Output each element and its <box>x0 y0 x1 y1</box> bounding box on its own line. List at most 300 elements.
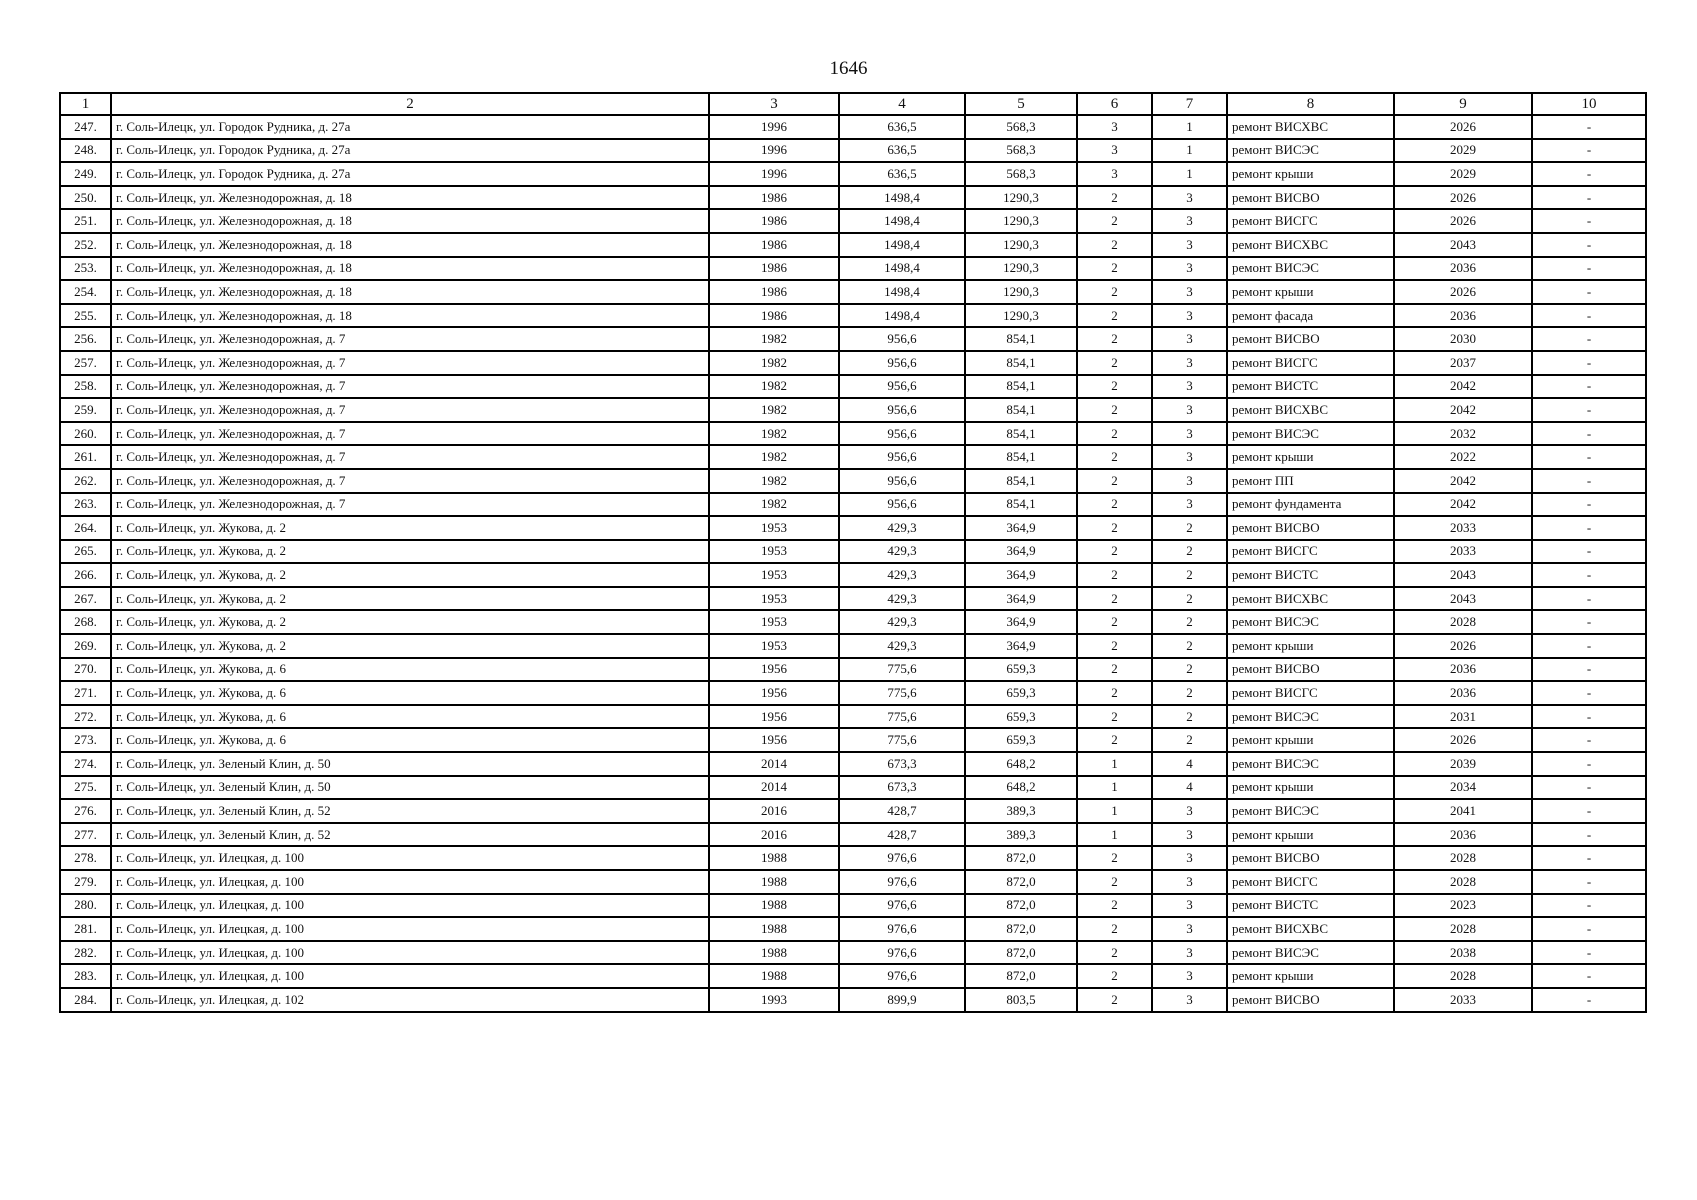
planned-year-cell: 2042 <box>1394 375 1532 399</box>
total-area-cell: 976,6 <box>839 894 965 918</box>
living-area-cell: 568,3 <box>965 162 1077 186</box>
table-row <box>60 658 1646 682</box>
total-area-cell: 956,6 <box>839 493 965 517</box>
col6-cell: 1 <box>1077 776 1152 800</box>
work-type-cell: ремонт фундамента <box>1227 493 1394 517</box>
column-header: 3 <box>709 93 839 115</box>
col7-cell: 2 <box>1152 728 1227 752</box>
row-number-cell: 275. <box>60 776 111 800</box>
col7-cell: 3 <box>1152 846 1227 870</box>
planned-year-cell: 2043 <box>1394 587 1532 611</box>
year-cell: 2014 <box>709 752 839 776</box>
col6-cell: 2 <box>1077 398 1152 422</box>
year-cell: 2016 <box>709 799 839 823</box>
col6-cell: 2 <box>1077 610 1152 634</box>
year-cell: 1982 <box>709 375 839 399</box>
planned-year-cell: 2036 <box>1394 658 1532 682</box>
col6-cell: 2 <box>1077 375 1152 399</box>
table-row <box>60 233 1646 257</box>
col7-cell: 3 <box>1152 988 1227 1012</box>
col7-cell: 3 <box>1152 917 1227 941</box>
row-number-cell: 277. <box>60 823 111 847</box>
col10-cell: - <box>1532 375 1646 399</box>
total-area-cell: 1498,4 <box>839 304 965 328</box>
total-area-cell: 775,6 <box>839 728 965 752</box>
col10-cell: - <box>1532 917 1646 941</box>
column-header: 5 <box>965 93 1077 115</box>
col6-cell: 2 <box>1077 493 1152 517</box>
year-cell: 2016 <box>709 823 839 847</box>
col6-cell: 2 <box>1077 705 1152 729</box>
year-cell: 1953 <box>709 634 839 658</box>
living-area-cell: 648,2 <box>965 752 1077 776</box>
col7-cell: 3 <box>1152 257 1227 281</box>
col7-cell: 3 <box>1152 209 1227 233</box>
address-cell: г. Соль-Илецк, ул. Илецкая, д. 100 <box>111 870 709 894</box>
col10-cell: - <box>1532 327 1646 351</box>
col10-cell: - <box>1532 422 1646 446</box>
work-type-cell: ремонт фасада <box>1227 304 1394 328</box>
table-row <box>60 941 1646 965</box>
planned-year-cell: 2038 <box>1394 941 1532 965</box>
col6-cell: 2 <box>1077 587 1152 611</box>
address-cell: г. Соль-Илецк, ул. Жукова, д. 6 <box>111 705 709 729</box>
row-number-cell: 271. <box>60 681 111 705</box>
total-area-cell: 956,6 <box>839 469 965 493</box>
row-number-cell: 248. <box>60 139 111 163</box>
row-number-cell: 281. <box>60 917 111 941</box>
address-cell: г. Соль-Илецк, ул. Илецкая, д. 100 <box>111 894 709 918</box>
work-type-cell: ремонт ВИСЭС <box>1227 257 1394 281</box>
row-number-cell: 262. <box>60 469 111 493</box>
col10-cell: - <box>1532 257 1646 281</box>
living-area-cell: 854,1 <box>965 493 1077 517</box>
total-area-cell: 775,6 <box>839 705 965 729</box>
living-area-cell: 854,1 <box>965 422 1077 446</box>
table-row <box>60 705 1646 729</box>
table-row <box>60 445 1646 469</box>
col10-cell: - <box>1532 776 1646 800</box>
total-area-cell: 956,6 <box>839 375 965 399</box>
col6-cell: 2 <box>1077 422 1152 446</box>
col10-cell: - <box>1532 610 1646 634</box>
table-row <box>60 186 1646 210</box>
year-cell: 1986 <box>709 233 839 257</box>
total-area-cell: 956,6 <box>839 327 965 351</box>
row-number-cell: 254. <box>60 280 111 304</box>
year-cell: 1953 <box>709 610 839 634</box>
row-number-cell: 282. <box>60 941 111 965</box>
total-area-cell: 976,6 <box>839 917 965 941</box>
living-area-cell: 1290,3 <box>965 280 1077 304</box>
col10-cell: - <box>1532 162 1646 186</box>
col6-cell: 2 <box>1077 233 1152 257</box>
work-type-cell: ремонт ВИСТС <box>1227 563 1394 587</box>
col6-cell: 3 <box>1077 115 1152 139</box>
row-number-cell: 273. <box>60 728 111 752</box>
planned-year-cell: 2036 <box>1394 257 1532 281</box>
col7-cell: 1 <box>1152 115 1227 139</box>
work-type-cell: ремонт крыши <box>1227 776 1394 800</box>
col6-cell: 2 <box>1077 728 1152 752</box>
col10-cell: - <box>1532 941 1646 965</box>
col6-cell: 2 <box>1077 304 1152 328</box>
work-type-cell: ремонт ВИСГС <box>1227 870 1394 894</box>
work-type-cell: ремонт крыши <box>1227 823 1394 847</box>
col6-cell: 2 <box>1077 280 1152 304</box>
col10-cell: - <box>1532 728 1646 752</box>
row-number-cell: 253. <box>60 257 111 281</box>
col10-cell: - <box>1532 964 1646 988</box>
table-body <box>60 115 1646 1012</box>
col10-cell: - <box>1532 870 1646 894</box>
living-area-cell: 1290,3 <box>965 257 1077 281</box>
planned-year-cell: 2026 <box>1394 280 1532 304</box>
living-area-cell: 803,5 <box>965 988 1077 1012</box>
table-row <box>60 375 1646 399</box>
table-row <box>60 398 1646 422</box>
col7-cell: 3 <box>1152 964 1227 988</box>
table-row <box>60 351 1646 375</box>
col10-cell: - <box>1532 587 1646 611</box>
total-area-cell: 899,9 <box>839 988 965 1012</box>
row-number-cell: 280. <box>60 894 111 918</box>
year-cell: 1996 <box>709 115 839 139</box>
planned-year-cell: 2043 <box>1394 563 1532 587</box>
planned-year-cell: 2022 <box>1394 445 1532 469</box>
work-type-cell: ремонт крыши <box>1227 728 1394 752</box>
living-area-cell: 568,3 <box>965 139 1077 163</box>
col10-cell: - <box>1532 681 1646 705</box>
col6-cell: 2 <box>1077 964 1152 988</box>
total-area-cell: 429,3 <box>839 610 965 634</box>
year-cell: 1988 <box>709 941 839 965</box>
col7-cell: 3 <box>1152 351 1227 375</box>
row-number-cell: 267. <box>60 587 111 611</box>
col6-cell: 2 <box>1077 540 1152 564</box>
row-number-cell: 269. <box>60 634 111 658</box>
work-type-cell: ремонт ВИСХВС <box>1227 587 1394 611</box>
work-type-cell: ремонт крыши <box>1227 634 1394 658</box>
living-area-cell: 1290,3 <box>965 209 1077 233</box>
col10-cell: - <box>1532 894 1646 918</box>
address-cell: г. Соль-Илецк, ул. Железнодорожная, д. 7 <box>111 375 709 399</box>
col10-cell: - <box>1532 540 1646 564</box>
col6-cell: 2 <box>1077 563 1152 587</box>
planned-year-cell: 2029 <box>1394 139 1532 163</box>
total-area-cell: 976,6 <box>839 964 965 988</box>
planned-year-cell: 2036 <box>1394 681 1532 705</box>
col7-cell: 4 <box>1152 776 1227 800</box>
col7-cell: 2 <box>1152 587 1227 611</box>
table-row <box>60 516 1646 540</box>
living-area-cell: 389,3 <box>965 799 1077 823</box>
living-area-cell: 872,0 <box>965 846 1077 870</box>
living-area-cell: 364,9 <box>965 634 1077 658</box>
year-cell: 1982 <box>709 445 839 469</box>
year-cell: 1986 <box>709 186 839 210</box>
header-row <box>60 93 1646 115</box>
column-header: 1 <box>60 93 111 115</box>
col6-cell: 2 <box>1077 186 1152 210</box>
work-type-cell: ремонт ВИСЭС <box>1227 139 1394 163</box>
living-area-cell: 872,0 <box>965 870 1077 894</box>
col6-cell: 2 <box>1077 988 1152 1012</box>
table-row <box>60 563 1646 587</box>
living-area-cell: 872,0 <box>965 894 1077 918</box>
planned-year-cell: 2037 <box>1394 351 1532 375</box>
table-row <box>60 587 1646 611</box>
planned-year-cell: 2043 <box>1394 233 1532 257</box>
planned-year-cell: 2032 <box>1394 422 1532 446</box>
planned-year-cell: 2026 <box>1394 728 1532 752</box>
row-number-cell: 284. <box>60 988 111 1012</box>
planned-year-cell: 2028 <box>1394 964 1532 988</box>
year-cell: 1953 <box>709 563 839 587</box>
column-header: 7 <box>1152 93 1227 115</box>
planned-year-cell: 2031 <box>1394 705 1532 729</box>
work-type-cell: ремонт ВИСГС <box>1227 681 1394 705</box>
col7-cell: 3 <box>1152 799 1227 823</box>
address-cell: г. Соль-Илецк, ул. Жукова, д. 2 <box>111 516 709 540</box>
column-header: 4 <box>839 93 965 115</box>
col10-cell: - <box>1532 846 1646 870</box>
col10-cell: - <box>1532 115 1646 139</box>
page-number: 1646 <box>829 58 868 79</box>
col7-cell: 3 <box>1152 375 1227 399</box>
total-area-cell: 775,6 <box>839 658 965 682</box>
col10-cell: - <box>1532 469 1646 493</box>
year-cell: 1956 <box>709 658 839 682</box>
work-type-cell: ремонт ВИСГС <box>1227 351 1394 375</box>
table-row <box>60 209 1646 233</box>
year-cell: 1988 <box>709 894 839 918</box>
col7-cell: 3 <box>1152 823 1227 847</box>
address-cell: г. Соль-Илецк, ул. Жукова, д. 2 <box>111 540 709 564</box>
col6-cell: 2 <box>1077 469 1152 493</box>
year-cell: 1953 <box>709 516 839 540</box>
address-cell: г. Соль-Илецк, ул. Жукова, д. 6 <box>111 728 709 752</box>
work-type-cell: ремонт ВИСТС <box>1227 375 1394 399</box>
planned-year-cell: 2036 <box>1394 823 1532 847</box>
work-type-cell: ремонт ВИСЭС <box>1227 610 1394 634</box>
col6-cell: 2 <box>1077 351 1152 375</box>
col10-cell: - <box>1532 823 1646 847</box>
total-area-cell: 428,7 <box>839 823 965 847</box>
address-cell: г. Соль-Илецк, ул. Железнодорожная, д. 7 <box>111 422 709 446</box>
row-number-cell: 276. <box>60 799 111 823</box>
table-row <box>60 610 1646 634</box>
total-area-cell: 1498,4 <box>839 186 965 210</box>
col7-cell: 3 <box>1152 280 1227 304</box>
total-area-cell: 1498,4 <box>839 209 965 233</box>
address-cell: г. Соль-Илецк, ул. Железнодорожная, д. 7 <box>111 398 709 422</box>
col7-cell: 2 <box>1152 516 1227 540</box>
col10-cell: - <box>1532 186 1646 210</box>
table-row <box>60 280 1646 304</box>
work-type-cell: ремонт крыши <box>1227 964 1394 988</box>
col7-cell: 3 <box>1152 327 1227 351</box>
row-number-cell: 256. <box>60 327 111 351</box>
col6-cell: 2 <box>1077 681 1152 705</box>
table-row <box>60 422 1646 446</box>
table-row <box>60 681 1646 705</box>
address-cell: г. Соль-Илецк, ул. Железнодорожная, д. 7 <box>111 469 709 493</box>
row-number-cell: 257. <box>60 351 111 375</box>
address-cell: г. Соль-Илецк, ул. Железнодорожная, д. 7 <box>111 351 709 375</box>
planned-year-cell: 2028 <box>1394 870 1532 894</box>
year-cell: 1982 <box>709 351 839 375</box>
column-header: 6 <box>1077 93 1152 115</box>
row-number-cell: 249. <box>60 162 111 186</box>
work-type-cell: ремонт ВИСВО <box>1227 988 1394 1012</box>
planned-year-cell: 2036 <box>1394 304 1532 328</box>
row-number-cell: 283. <box>60 964 111 988</box>
col10-cell: - <box>1532 351 1646 375</box>
total-area-cell: 1498,4 <box>839 233 965 257</box>
col6-cell: 1 <box>1077 799 1152 823</box>
planned-year-cell: 2030 <box>1394 327 1532 351</box>
col7-cell: 3 <box>1152 469 1227 493</box>
col10-cell: - <box>1532 209 1646 233</box>
col7-cell: 2 <box>1152 634 1227 658</box>
living-area-cell: 854,1 <box>965 398 1077 422</box>
row-number-cell: 265. <box>60 540 111 564</box>
column-header: 2 <box>111 93 709 115</box>
table-row <box>60 799 1646 823</box>
total-area-cell: 429,3 <box>839 516 965 540</box>
col10-cell: - <box>1532 705 1646 729</box>
year-cell: 2014 <box>709 776 839 800</box>
col6-cell: 2 <box>1077 870 1152 894</box>
col7-cell: 1 <box>1152 162 1227 186</box>
living-area-cell: 364,9 <box>965 610 1077 634</box>
table-row <box>60 540 1646 564</box>
col10-cell: - <box>1532 304 1646 328</box>
year-cell: 1982 <box>709 422 839 446</box>
living-area-cell: 568,3 <box>965 115 1077 139</box>
planned-year-cell: 2026 <box>1394 209 1532 233</box>
col6-cell: 2 <box>1077 894 1152 918</box>
year-cell: 1982 <box>709 493 839 517</box>
work-type-cell: ремонт ВИСХВС <box>1227 398 1394 422</box>
col7-cell: 3 <box>1152 398 1227 422</box>
column-header: 10 <box>1532 93 1646 115</box>
row-number-cell: 258. <box>60 375 111 399</box>
living-area-cell: 659,3 <box>965 728 1077 752</box>
planned-year-cell: 2029 <box>1394 162 1532 186</box>
planned-year-cell: 2026 <box>1394 115 1532 139</box>
total-area-cell: 956,6 <box>839 351 965 375</box>
year-cell: 1988 <box>709 870 839 894</box>
total-area-cell: 428,7 <box>839 799 965 823</box>
year-cell: 1988 <box>709 917 839 941</box>
address-cell: г. Соль-Илецк, ул. Железнодорожная, д. 7 <box>111 445 709 469</box>
year-cell: 1956 <box>709 728 839 752</box>
work-type-cell: ремонт ВИСВО <box>1227 186 1394 210</box>
total-area-cell: 775,6 <box>839 681 965 705</box>
col10-cell: - <box>1532 516 1646 540</box>
total-area-cell: 976,6 <box>839 941 965 965</box>
address-cell: г. Соль-Илецк, ул. Жукова, д. 6 <box>111 681 709 705</box>
total-area-cell: 956,6 <box>839 445 965 469</box>
address-cell: г. Соль-Илецк, ул. Железнодорожная, д. 18 <box>111 304 709 328</box>
total-area-cell: 956,6 <box>839 422 965 446</box>
col10-cell: - <box>1532 445 1646 469</box>
work-type-cell: ремонт ПП <box>1227 469 1394 493</box>
planned-year-cell: 2028 <box>1394 610 1532 634</box>
address-cell: г. Соль-Илецк, ул. Илецкая, д. 100 <box>111 941 709 965</box>
living-area-cell: 1290,3 <box>965 304 1077 328</box>
planned-year-cell: 2033 <box>1394 988 1532 1012</box>
column-header: 8 <box>1227 93 1394 115</box>
total-area-cell: 636,5 <box>839 115 965 139</box>
table-row <box>60 776 1646 800</box>
col10-cell: - <box>1532 280 1646 304</box>
planned-year-cell: 2028 <box>1394 846 1532 870</box>
total-area-cell: 956,6 <box>839 398 965 422</box>
year-cell: 1986 <box>709 209 839 233</box>
table-row <box>60 823 1646 847</box>
col6-cell: 1 <box>1077 823 1152 847</box>
row-number-cell: 272. <box>60 705 111 729</box>
total-area-cell: 976,6 <box>839 870 965 894</box>
living-area-cell: 364,9 <box>965 587 1077 611</box>
work-type-cell: ремонт крыши <box>1227 280 1394 304</box>
col10-cell: - <box>1532 398 1646 422</box>
living-area-cell: 854,1 <box>965 445 1077 469</box>
planned-year-cell: 2026 <box>1394 634 1532 658</box>
work-type-cell: ремонт ВИСХВС <box>1227 233 1394 257</box>
year-cell: 1982 <box>709 398 839 422</box>
table-row <box>60 917 1646 941</box>
row-number-cell: 252. <box>60 233 111 257</box>
col7-cell: 3 <box>1152 894 1227 918</box>
work-type-cell: ремонт ВИСЭС <box>1227 941 1394 965</box>
planned-year-cell: 2041 <box>1394 799 1532 823</box>
address-cell: г. Соль-Илецк, ул. Жукова, д. 2 <box>111 563 709 587</box>
col7-cell: 2 <box>1152 705 1227 729</box>
col7-cell: 3 <box>1152 233 1227 257</box>
col7-cell: 2 <box>1152 658 1227 682</box>
work-type-cell: ремонт ВИСЭС <box>1227 752 1394 776</box>
living-area-cell: 364,9 <box>965 540 1077 564</box>
registry-table <box>59 92 1647 1013</box>
col6-cell: 2 <box>1077 941 1152 965</box>
col10-cell: - <box>1532 493 1646 517</box>
total-area-cell: 429,3 <box>839 540 965 564</box>
living-area-cell: 648,2 <box>965 776 1077 800</box>
year-cell: 1996 <box>709 162 839 186</box>
work-type-cell: ремонт ВИСХВС <box>1227 917 1394 941</box>
row-number-cell: 259. <box>60 398 111 422</box>
living-area-cell: 389,3 <box>965 823 1077 847</box>
col7-cell: 2 <box>1152 610 1227 634</box>
address-cell: г. Соль-Илецк, ул. Железнодорожная, д. 7 <box>111 493 709 517</box>
total-area-cell: 429,3 <box>839 587 965 611</box>
table-row <box>60 964 1646 988</box>
work-type-cell: ремонт ВИСТС <box>1227 894 1394 918</box>
col6-cell: 3 <box>1077 139 1152 163</box>
planned-year-cell: 2028 <box>1394 917 1532 941</box>
address-cell: г. Соль-Илецк, ул. Зеленый Клин, д. 52 <box>111 799 709 823</box>
address-cell: г. Соль-Илецк, ул. Жукова, д. 2 <box>111 587 709 611</box>
year-cell: 1953 <box>709 587 839 611</box>
living-area-cell: 659,3 <box>965 658 1077 682</box>
living-area-cell: 659,3 <box>965 681 1077 705</box>
address-cell: г. Соль-Илецк, ул. Илецкая, д. 102 <box>111 988 709 1012</box>
row-number-cell: 264. <box>60 516 111 540</box>
